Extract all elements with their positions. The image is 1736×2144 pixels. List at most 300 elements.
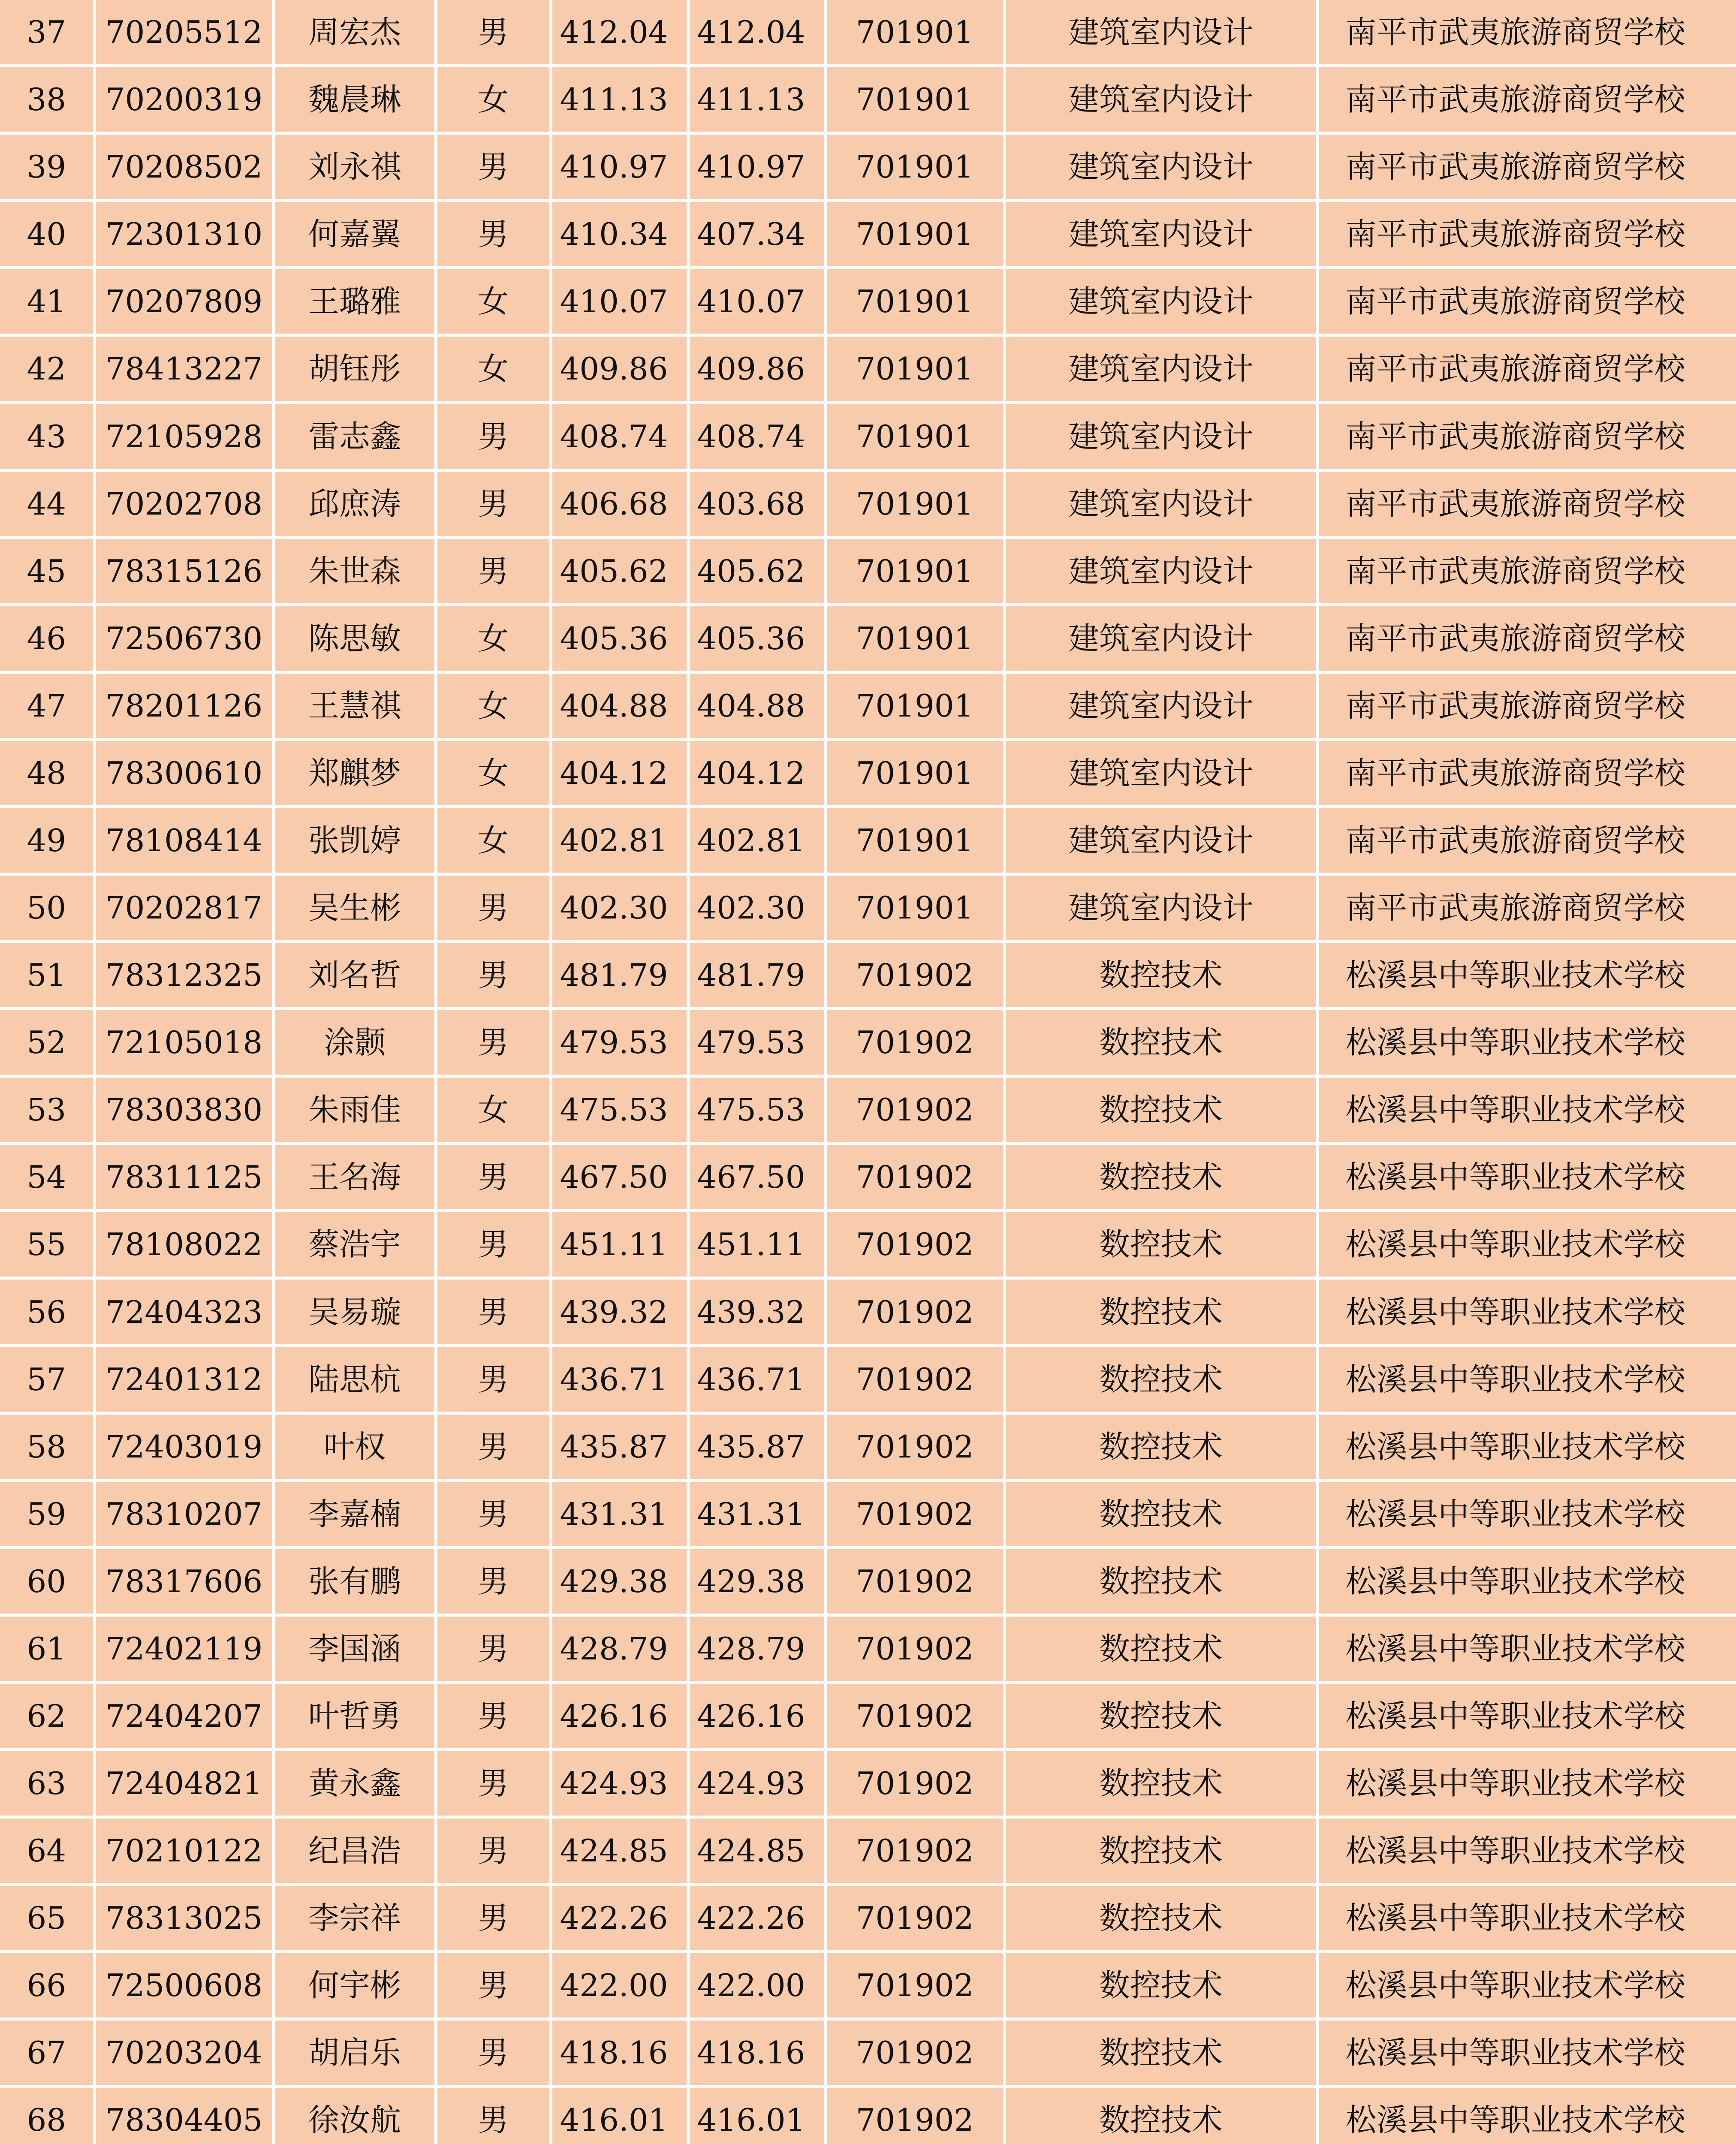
row-number-cell: 53: [0, 1076, 94, 1144]
major-name-cell: 数控技术: [1004, 2019, 1317, 2087]
exam-id-cell: 70203204: [94, 2019, 274, 2087]
gender-cell: 男: [436, 0, 551, 66]
total-score-cell: 424.85: [688, 1817, 825, 1885]
major-name-cell: 建筑室内设计: [1004, 335, 1317, 403]
exam-id-cell: 78413227: [94, 335, 274, 403]
school-name-cell: 松溪县中等职业技术学校: [1317, 2019, 1736, 2087]
student-name-cell: 王慧祺: [274, 672, 436, 739]
major-name-cell: 数控技术: [1004, 1885, 1317, 1952]
major-code-cell: 701902: [825, 1413, 1004, 1480]
row-number-cell: 66: [0, 1952, 94, 2019]
exam-id-cell: 78317606: [94, 1548, 274, 1615]
table-row: [0, 1750, 1736, 1817]
total-score-cell: 409.86: [688, 335, 825, 403]
gender-cell: 女: [436, 672, 551, 739]
student-name-cell: 王璐雅: [274, 268, 436, 335]
school-name-cell: 松溪县中等职业技术学校: [1317, 1009, 1736, 1076]
major-code-cell: 701902: [825, 942, 1004, 1009]
major-name-cell: 建筑室内设计: [1004, 201, 1317, 268]
table-row: [0, 942, 1736, 1009]
total-score-cell: 475.53: [688, 1076, 825, 1144]
student-name-cell: 刘名哲: [274, 942, 436, 1009]
total-score-cell: 410.97: [688, 133, 825, 201]
row-number-cell: 60: [0, 1548, 94, 1615]
table-row: [0, 874, 1736, 942]
exam-id-cell: 72506730: [94, 605, 274, 672]
school-name-cell: 南平市武夷旅游商贸学校: [1317, 403, 1736, 470]
school-name-cell: 松溪县中等职业技术学校: [1317, 1885, 1736, 1952]
table-row: [0, 1682, 1736, 1750]
major-name-cell: 建筑室内设计: [1004, 133, 1317, 201]
gender-cell: 男: [436, 874, 551, 942]
major-code-cell: 701902: [825, 1009, 1004, 1076]
exam-id-cell: 78108022: [94, 1211, 274, 1278]
major-code-cell: 701902: [825, 1615, 1004, 1682]
row-number-cell: 49: [0, 807, 94, 874]
table-row: [0, 1009, 1736, 1076]
school-name-cell: 松溪县中等职业技术学校: [1317, 1548, 1736, 1615]
student-name-cell: 魏晨琳: [274, 66, 436, 133]
major-code-cell: 701902: [825, 1211, 1004, 1278]
school-name-cell: 松溪县中等职业技术学校: [1317, 1952, 1736, 2019]
major-name-cell: 建筑室内设计: [1004, 874, 1317, 942]
school-name-cell: 南平市武夷旅游商贸学校: [1317, 874, 1736, 942]
school-name-cell: 南平市武夷旅游商贸学校: [1317, 807, 1736, 874]
row-number-cell: 41: [0, 268, 94, 335]
table-row: [0, 1952, 1736, 2019]
score-cell: 409.86: [551, 335, 688, 403]
exam-id-cell: 70202817: [94, 874, 274, 942]
gender-cell: 男: [436, 1817, 551, 1885]
student-name-cell: 胡启乐: [274, 2019, 436, 2087]
table-row: [0, 2087, 1736, 2144]
major-name-cell: 数控技术: [1004, 1548, 1317, 1615]
exam-id-cell: 78310207: [94, 1480, 274, 1548]
student-name-cell: 徐汝航: [274, 2087, 436, 2144]
table-row: [0, 1144, 1736, 1211]
major-name-cell: 数控技术: [1004, 1817, 1317, 1885]
major-code-cell: 701901: [825, 874, 1004, 942]
score-cell: 411.13: [551, 66, 688, 133]
major-name-cell: 建筑室内设计: [1004, 807, 1317, 874]
table-row: [0, 1413, 1736, 1480]
total-score-cell: 439.32: [688, 1278, 825, 1346]
major-name-cell: 建筑室内设计: [1004, 470, 1317, 537]
table-row: [0, 0, 1736, 66]
student-name-cell: 黄永鑫: [274, 1750, 436, 1817]
school-name-cell: 松溪县中等职业技术学校: [1317, 1144, 1736, 1211]
student-name-cell: 涂颢: [274, 1009, 436, 1076]
score-cell: 435.87: [551, 1413, 688, 1480]
student-name-cell: 何嘉翼: [274, 201, 436, 268]
score-cell: 422.00: [551, 1952, 688, 2019]
major-code-cell: 701901: [825, 739, 1004, 807]
row-number-cell: 52: [0, 1009, 94, 1076]
table-row: [0, 739, 1736, 807]
score-cell: 426.16: [551, 1682, 688, 1750]
gender-cell: 女: [436, 605, 551, 672]
total-score-cell: 407.34: [688, 201, 825, 268]
total-score-cell: 418.16: [688, 2019, 825, 2087]
row-number-cell: 47: [0, 672, 94, 739]
total-score-cell: 435.87: [688, 1413, 825, 1480]
gender-cell: 男: [436, 1144, 551, 1211]
exam-id-cell: 78300610: [94, 739, 274, 807]
student-name-cell: 李嘉楠: [274, 1480, 436, 1548]
row-number-cell: 68: [0, 2087, 94, 2144]
major-name-cell: 建筑室内设计: [1004, 605, 1317, 672]
table-row: [0, 807, 1736, 874]
exam-id-cell: 78313025: [94, 1885, 274, 1952]
major-code-cell: 701901: [825, 605, 1004, 672]
table-row: [0, 1548, 1736, 1615]
total-score-cell: 467.50: [688, 1144, 825, 1211]
exam-id-cell: 70205512: [94, 0, 274, 66]
student-name-cell: 陆思杭: [274, 1346, 436, 1413]
table-row: [0, 335, 1736, 403]
row-number-cell: 51: [0, 942, 94, 1009]
major-name-cell: 数控技术: [1004, 1144, 1317, 1211]
exam-id-cell: 78311125: [94, 1144, 274, 1211]
major-code-cell: 701902: [825, 1952, 1004, 2019]
major-code-cell: 701901: [825, 0, 1004, 66]
score-cell: 404.12: [551, 739, 688, 807]
student-name-cell: 周宏杰: [274, 0, 436, 66]
student-name-cell: 郑麒梦: [274, 739, 436, 807]
score-cell: 422.26: [551, 1885, 688, 1952]
gender-cell: 女: [436, 268, 551, 335]
school-name-cell: 松溪县中等职业技术学校: [1317, 1480, 1736, 1548]
school-name-cell: 南平市武夷旅游商贸学校: [1317, 470, 1736, 537]
student-name-cell: 朱雨佳: [274, 1076, 436, 1144]
row-number-cell: 62: [0, 1682, 94, 1750]
exam-id-cell: 72500608: [94, 1952, 274, 2019]
major-code-cell: 701901: [825, 672, 1004, 739]
major-code-cell: 701902: [825, 1346, 1004, 1413]
student-name-cell: 吴易璇: [274, 1278, 436, 1346]
student-name-cell: 李宗祥: [274, 1885, 436, 1952]
gender-cell: 男: [436, 1615, 551, 1682]
table-row: [0, 403, 1736, 470]
gender-cell: 女: [436, 335, 551, 403]
score-cell: 424.93: [551, 1750, 688, 1817]
total-score-cell: 422.00: [688, 1952, 825, 2019]
score-cell: 467.50: [551, 1144, 688, 1211]
student-name-cell: 刘永祺: [274, 133, 436, 201]
major-name-cell: 建筑室内设计: [1004, 268, 1317, 335]
score-cell: 451.11: [551, 1211, 688, 1278]
student-name-cell: 陈思敏: [274, 605, 436, 672]
score-cell: 429.38: [551, 1548, 688, 1615]
table-row: [0, 605, 1736, 672]
gender-cell: 男: [436, 1346, 551, 1413]
school-name-cell: 松溪县中等职业技术学校: [1317, 1278, 1736, 1346]
student-name-cell: 叶权: [274, 1413, 436, 1480]
student-name-cell: 李国涵: [274, 1615, 436, 1682]
student-name-cell: 雷志鑫: [274, 403, 436, 470]
major-name-cell: 建筑室内设计: [1004, 537, 1317, 605]
gender-cell: 女: [436, 739, 551, 807]
score-cell: 405.36: [551, 605, 688, 672]
score-cell: 439.32: [551, 1278, 688, 1346]
row-number-cell: 64: [0, 1817, 94, 1885]
row-number-cell: 55: [0, 1211, 94, 1278]
school-name-cell: 南平市武夷旅游商贸学校: [1317, 739, 1736, 807]
table-row: [0, 1615, 1736, 1682]
table-row: [0, 1817, 1736, 1885]
major-code-cell: 701901: [825, 201, 1004, 268]
row-number-cell: 57: [0, 1346, 94, 1413]
total-score-cell: 412.04: [688, 0, 825, 66]
exam-id-cell: 72105018: [94, 1009, 274, 1076]
table-row: [0, 268, 1736, 335]
total-score-cell: 411.13: [688, 66, 825, 133]
table-row: [0, 537, 1736, 605]
major-code-cell: 701902: [825, 1885, 1004, 1952]
gender-cell: 男: [436, 403, 551, 470]
major-code-cell: 701902: [825, 1750, 1004, 1817]
gender-cell: 男: [436, 1548, 551, 1615]
exam-id-cell: 70208502: [94, 133, 274, 201]
student-name-cell: 王名海: [274, 1144, 436, 1211]
table-row: [0, 2019, 1736, 2087]
row-number-cell: 38: [0, 66, 94, 133]
major-code-cell: 701901: [825, 335, 1004, 403]
row-number-cell: 48: [0, 739, 94, 807]
total-score-cell: 481.79: [688, 942, 825, 1009]
student-name-cell: 张凯婷: [274, 807, 436, 874]
score-cell: 431.31: [551, 1480, 688, 1548]
score-cell: 479.53: [551, 1009, 688, 1076]
score-cell: 402.81: [551, 807, 688, 874]
major-name-cell: 数控技术: [1004, 1009, 1317, 1076]
table-row: [0, 1076, 1736, 1144]
total-score-cell: 410.07: [688, 268, 825, 335]
exam-id-cell: 72404323: [94, 1278, 274, 1346]
exam-id-cell: 72401312: [94, 1346, 274, 1413]
major-name-cell: 建筑室内设计: [1004, 672, 1317, 739]
school-name-cell: 松溪县中等职业技术学校: [1317, 1346, 1736, 1413]
score-cell: 475.53: [551, 1076, 688, 1144]
row-number-cell: 37: [0, 0, 94, 66]
school-name-cell: 松溪县中等职业技术学校: [1317, 1211, 1736, 1278]
major-name-cell: 建筑室内设计: [1004, 403, 1317, 470]
exam-id-cell: 72105928: [94, 403, 274, 470]
exam-id-cell: 70207809: [94, 268, 274, 335]
score-cell: 418.16: [551, 2019, 688, 2087]
school-name-cell: 南平市武夷旅游商贸学校: [1317, 133, 1736, 201]
student-name-cell: 蔡浩宇: [274, 1211, 436, 1278]
total-score-cell: 403.68: [688, 470, 825, 537]
student-name-cell: 邱庶涛: [274, 470, 436, 537]
major-code-cell: 701901: [825, 66, 1004, 133]
major-name-cell: 数控技术: [1004, 1750, 1317, 1817]
major-code-cell: 701902: [825, 1278, 1004, 1346]
total-score-cell: 408.74: [688, 403, 825, 470]
score-cell: 412.04: [551, 0, 688, 66]
school-name-cell: 松溪县中等职业技术学校: [1317, 1076, 1736, 1144]
exam-id-cell: 72404207: [94, 1682, 274, 1750]
score-cell: 410.97: [551, 133, 688, 201]
school-name-cell: 松溪县中等职业技术学校: [1317, 2087, 1736, 2144]
gender-cell: 男: [436, 470, 551, 537]
total-score-cell: 479.53: [688, 1009, 825, 1076]
row-number-cell: 46: [0, 605, 94, 672]
table-row: [0, 1480, 1736, 1548]
score-cell: 408.74: [551, 403, 688, 470]
major-code-cell: 701902: [825, 1144, 1004, 1211]
gender-cell: 男: [436, 1885, 551, 1952]
score-cell: 406.68: [551, 470, 688, 537]
major-code-cell: 701901: [825, 403, 1004, 470]
major-code-cell: 701902: [825, 1076, 1004, 1144]
gender-cell: 女: [436, 66, 551, 133]
exam-id-cell: 78108414: [94, 807, 274, 874]
total-score-cell: 429.38: [688, 1548, 825, 1615]
row-number-cell: 45: [0, 537, 94, 605]
major-name-cell: 数控技术: [1004, 1952, 1317, 2019]
exam-id-cell: 78201126: [94, 672, 274, 739]
row-number-cell: 50: [0, 874, 94, 942]
gender-cell: 男: [436, 537, 551, 605]
total-score-cell: 436.71: [688, 1346, 825, 1413]
major-name-cell: 数控技术: [1004, 1682, 1317, 1750]
score-cell: 402.30: [551, 874, 688, 942]
school-name-cell: 南平市武夷旅游商贸学校: [1317, 66, 1736, 133]
major-code-cell: 701901: [825, 470, 1004, 537]
row-number-cell: 40: [0, 201, 94, 268]
school-name-cell: 松溪县中等职业技术学校: [1317, 942, 1736, 1009]
major-code-cell: 701902: [825, 1682, 1004, 1750]
major-name-cell: 数控技术: [1004, 1413, 1317, 1480]
school-name-cell: 南平市武夷旅游商贸学校: [1317, 268, 1736, 335]
row-number-cell: 63: [0, 1750, 94, 1817]
exam-id-cell: 72404821: [94, 1750, 274, 1817]
table-row: [0, 1211, 1736, 1278]
exam-id-cell: 78304405: [94, 2087, 274, 2144]
row-number-cell: 56: [0, 1278, 94, 1346]
school-name-cell: 南平市武夷旅游商贸学校: [1317, 335, 1736, 403]
exam-id-cell: 78312325: [94, 942, 274, 1009]
school-name-cell: 南平市武夷旅游商贸学校: [1317, 672, 1736, 739]
gender-cell: 男: [436, 1009, 551, 1076]
major-code-cell: 701902: [825, 2087, 1004, 2144]
gender-cell: 男: [436, 133, 551, 201]
major-code-cell: 701902: [825, 1817, 1004, 1885]
school-name-cell: 松溪县中等职业技术学校: [1317, 1413, 1736, 1480]
score-cell: 424.85: [551, 1817, 688, 1885]
row-number-cell: 42: [0, 335, 94, 403]
table-row: [0, 672, 1736, 739]
school-name-cell: 南平市武夷旅游商贸学校: [1317, 0, 1736, 66]
score-cell: 404.88: [551, 672, 688, 739]
exam-id-cell: 72402119: [94, 1615, 274, 1682]
row-number-cell: 39: [0, 133, 94, 201]
gender-cell: 女: [436, 807, 551, 874]
exam-id-cell: 70202708: [94, 470, 274, 537]
table-row: [0, 1278, 1736, 1346]
gender-cell: 男: [436, 1480, 551, 1548]
total-score-cell: 426.16: [688, 1682, 825, 1750]
student-name-cell: 纪昌浩: [274, 1817, 436, 1885]
exam-id-cell: 72301310: [94, 201, 274, 268]
school-name-cell: 南平市武夷旅游商贸学校: [1317, 605, 1736, 672]
gender-cell: 男: [436, 1952, 551, 2019]
student-name-cell: 何宇彬: [274, 1952, 436, 2019]
table-row: [0, 1885, 1736, 1952]
total-score-cell: 404.88: [688, 672, 825, 739]
school-name-cell: 南平市武夷旅游商贸学校: [1317, 201, 1736, 268]
major-name-cell: 建筑室内设计: [1004, 739, 1317, 807]
major-name-cell: 数控技术: [1004, 1278, 1317, 1346]
exam-id-cell: 72403019: [94, 1413, 274, 1480]
exam-id-cell: 78315126: [94, 537, 274, 605]
major-name-cell: 数控技术: [1004, 1211, 1317, 1278]
row-number-cell: 59: [0, 1480, 94, 1548]
total-score-cell: 424.93: [688, 1750, 825, 1817]
total-score-cell: 404.12: [688, 739, 825, 807]
major-code-cell: 701902: [825, 1480, 1004, 1548]
total-score-cell: 405.36: [688, 605, 825, 672]
student-name-cell: 朱世森: [274, 537, 436, 605]
major-name-cell: 数控技术: [1004, 1480, 1317, 1548]
row-number-cell: 65: [0, 1885, 94, 1952]
student-name-cell: 吴生彬: [274, 874, 436, 942]
total-score-cell: 405.62: [688, 537, 825, 605]
row-number-cell: 43: [0, 403, 94, 470]
total-score-cell: 402.81: [688, 807, 825, 874]
row-number-cell: 54: [0, 1144, 94, 1211]
gender-cell: 男: [436, 2087, 551, 2144]
major-code-cell: 701901: [825, 807, 1004, 874]
school-name-cell: 松溪县中等职业技术学校: [1317, 1817, 1736, 1885]
exam-id-cell: 70200319: [94, 66, 274, 133]
major-code-cell: 701901: [825, 537, 1004, 605]
gender-cell: 男: [436, 1682, 551, 1750]
school-name-cell: 南平市武夷旅游商贸学校: [1317, 537, 1736, 605]
gender-cell: 女: [436, 1076, 551, 1144]
total-score-cell: 416.01: [688, 2087, 825, 2144]
score-cell: 428.79: [551, 1615, 688, 1682]
gender-cell: 男: [436, 2019, 551, 2087]
major-name-cell: 数控技术: [1004, 1615, 1317, 1682]
major-name-cell: 建筑室内设计: [1004, 66, 1317, 133]
total-score-cell: 402.30: [688, 874, 825, 942]
score-cell: 405.62: [551, 537, 688, 605]
score-cell: 481.79: [551, 942, 688, 1009]
exam-id-cell: 70210122: [94, 1817, 274, 1885]
student-name-cell: 张有鹏: [274, 1548, 436, 1615]
exam-id-cell: 78303830: [94, 1076, 274, 1144]
total-score-cell: 451.11: [688, 1211, 825, 1278]
major-name-cell: 数控技术: [1004, 942, 1317, 1009]
major-name-cell: 建筑室内设计: [1004, 0, 1317, 66]
row-number-cell: 58: [0, 1413, 94, 1480]
student-name-cell: 胡钰彤: [274, 335, 436, 403]
table-row: [0, 1346, 1736, 1413]
score-cell: 410.34: [551, 201, 688, 268]
major-name-cell: 数控技术: [1004, 2087, 1317, 2144]
major-code-cell: 701902: [825, 1548, 1004, 1615]
row-number-cell: 61: [0, 1615, 94, 1682]
student-name-cell: 叶哲勇: [274, 1682, 436, 1750]
total-score-cell: 422.26: [688, 1885, 825, 1952]
major-code-cell: 701901: [825, 133, 1004, 201]
row-number-cell: 44: [0, 470, 94, 537]
score-cell: 416.01: [551, 2087, 688, 2144]
school-name-cell: 松溪县中等职业技术学校: [1317, 1615, 1736, 1682]
gender-cell: 男: [436, 942, 551, 1009]
